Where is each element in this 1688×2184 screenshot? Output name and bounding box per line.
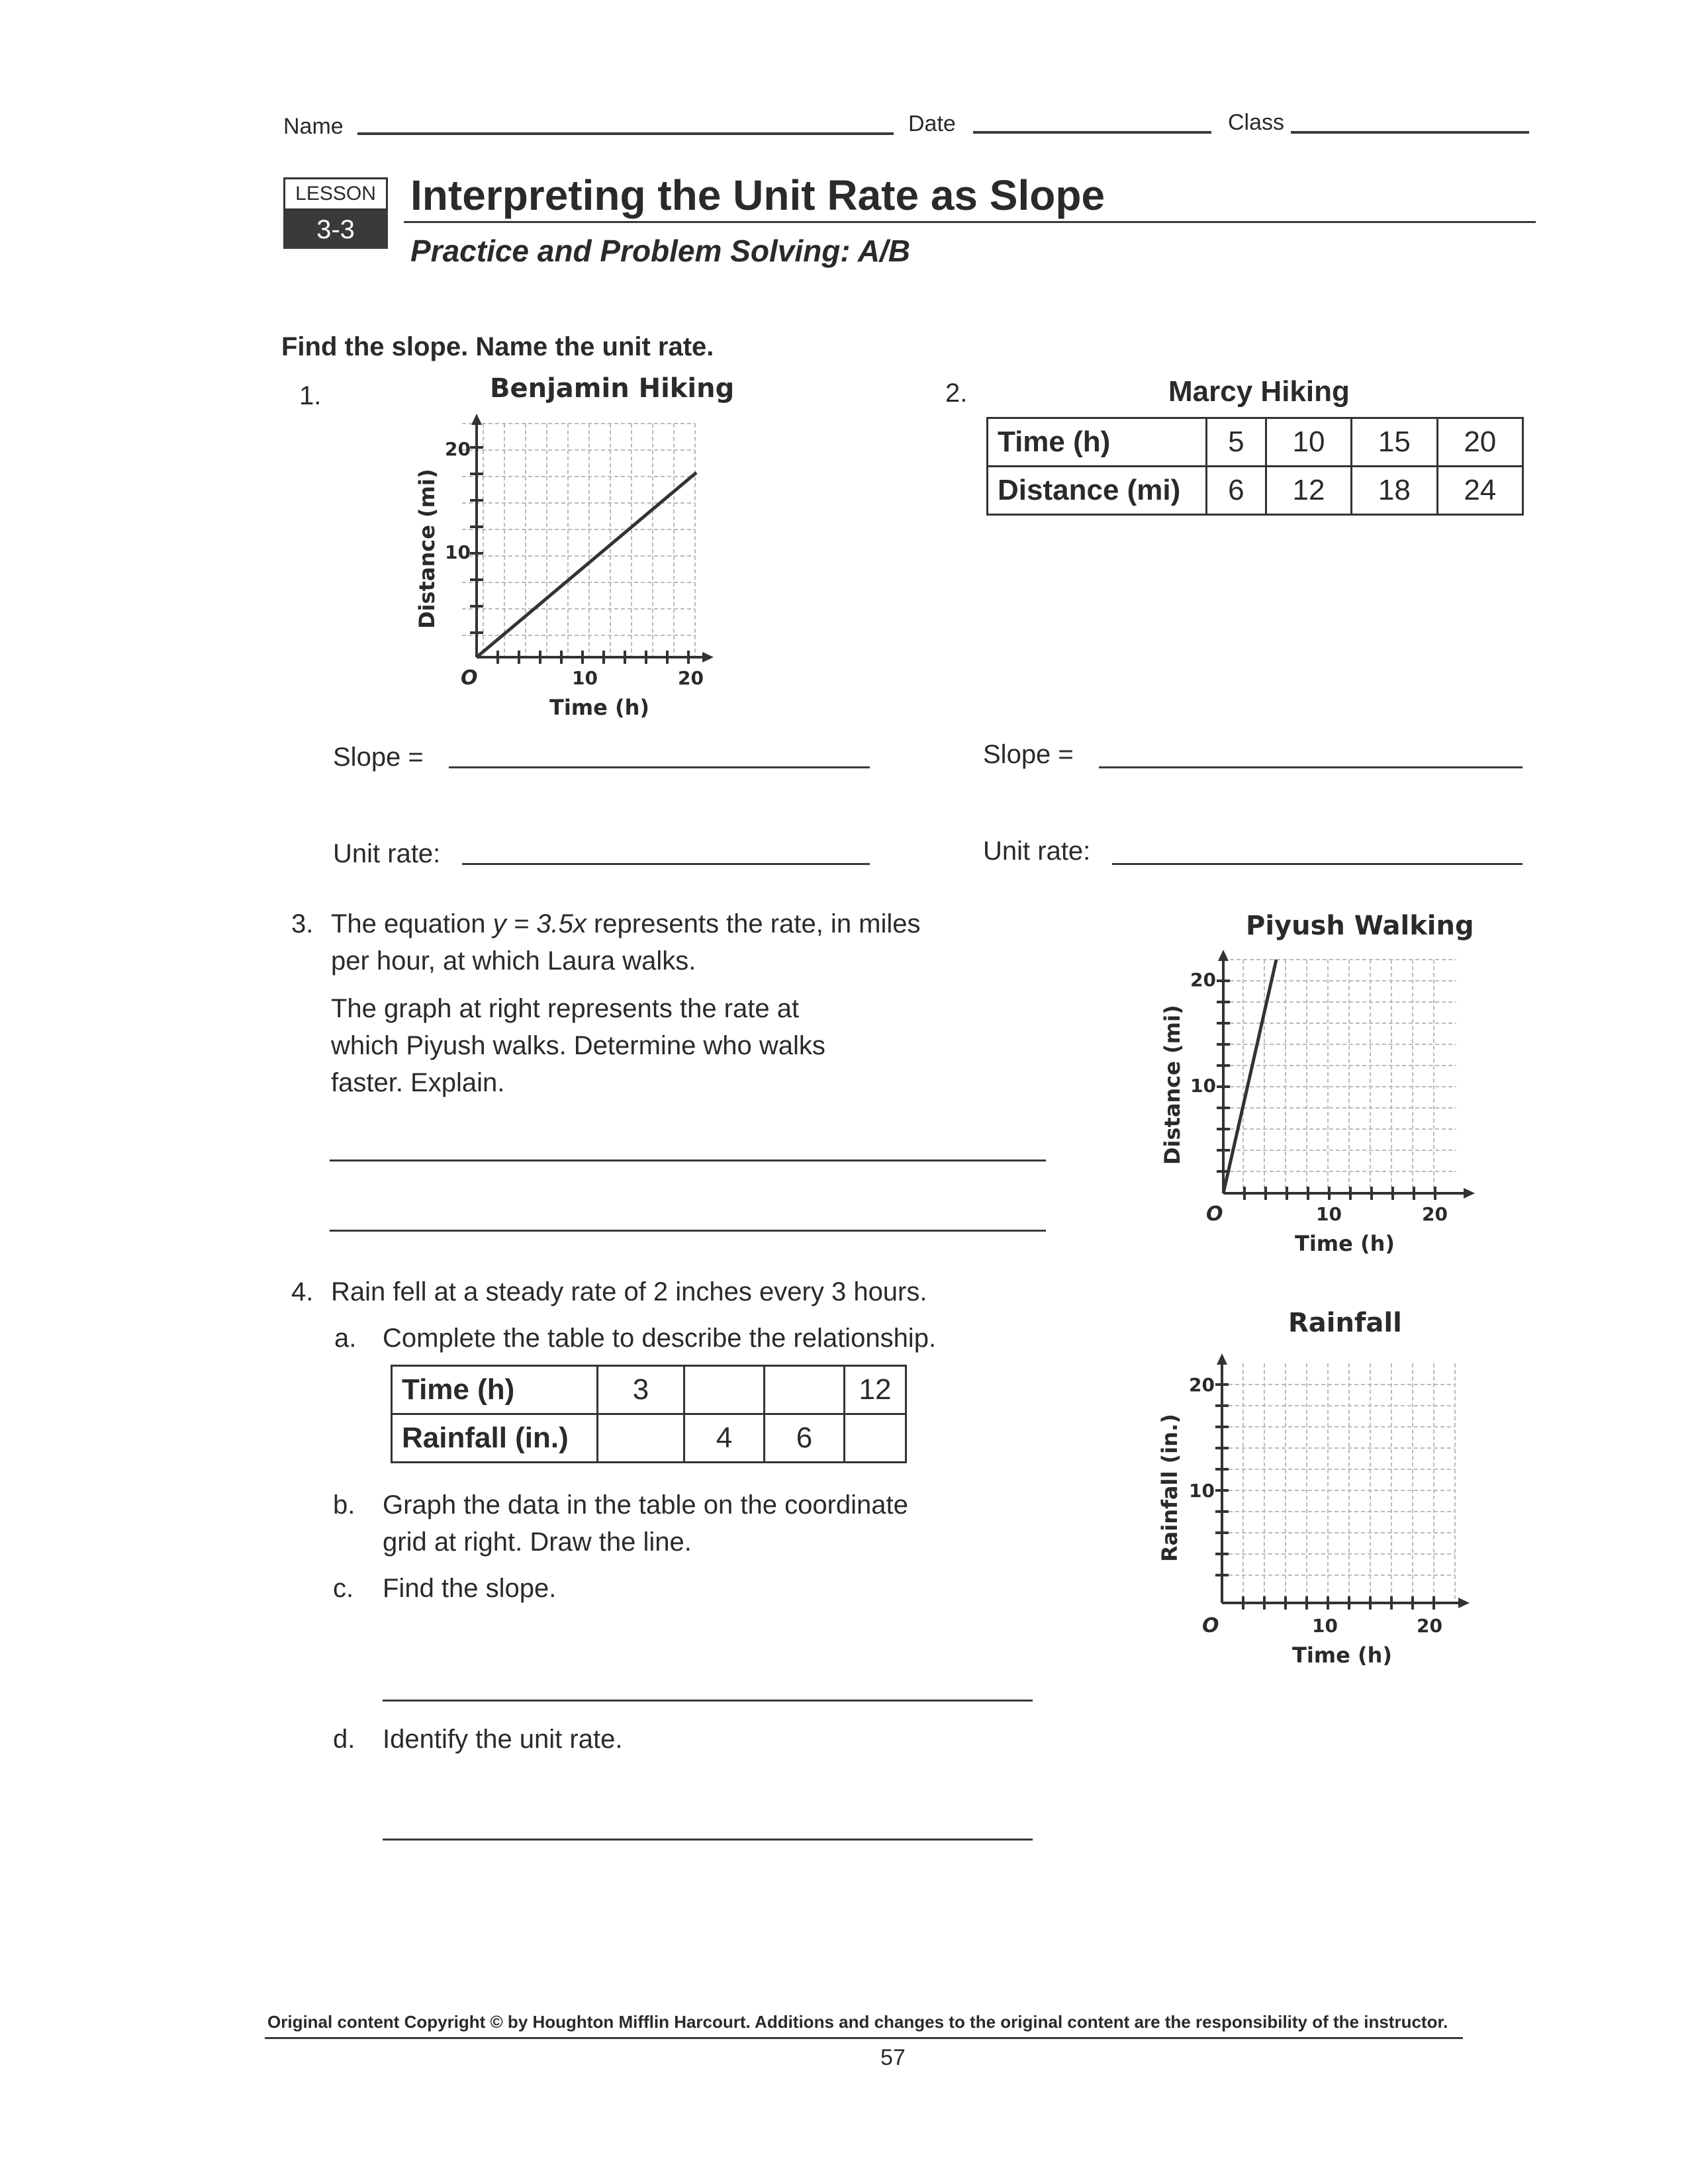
svg-text:10: 10 (1189, 1480, 1215, 1502)
svg-text:10: 10 (445, 541, 471, 563)
title-divider (404, 221, 1536, 223)
q3-answer-line-1[interactable] (330, 1160, 1046, 1161)
instructions: Find the slope. Name the unit rate. (281, 332, 714, 361)
svg-text:Distance (mi): Distance (mi) (1160, 1005, 1185, 1165)
name-label: Name (283, 114, 344, 139)
svg-text:Rainfall (in.): Rainfall (in.) (1157, 1414, 1182, 1562)
q1-number: 1. (299, 381, 322, 410)
q4c-letter: c. (333, 1574, 354, 1603)
table-row: Rainfall (in.) 4 6 (392, 1414, 906, 1463)
svg-text:10: 10 (1312, 1615, 1338, 1637)
q1-slope-answer[interactable] (449, 766, 870, 768)
q4b-letter: b. (333, 1490, 355, 1520)
q2-slope-label: Slope = (983, 740, 1074, 769)
q4d-answer-line[interactable] (383, 1839, 1033, 1841)
svg-text:10: 10 (1316, 1203, 1342, 1225)
piyush-walking-chart (1145, 946, 1489, 1271)
q4a-letter: a. (334, 1324, 357, 1353)
marcy-hiking-table (986, 417, 1524, 516)
svg-text:20: 20 (1422, 1203, 1448, 1225)
q4b-line2: grid at right. Draw the line. (383, 1527, 692, 1557)
q2-unit-rate-label: Unit rate: (983, 837, 1091, 866)
date-field[interactable] (973, 131, 1211, 134)
q4d-letter: d. (333, 1725, 355, 1754)
q1-unit-rate-answer[interactable] (462, 863, 870, 865)
q3-equation: y = 3.5x (492, 909, 586, 938)
svg-text:10: 10 (1190, 1075, 1216, 1097)
rainfall-table-blank[interactable] (598, 1414, 684, 1463)
rainfall-table-blank[interactable] (765, 1366, 845, 1414)
q1-unit-rate-label: Unit rate: (333, 839, 441, 868)
class-label: Class (1228, 110, 1285, 135)
q3-line1: The equation y = 3.5x represents the rate, in miles (331, 909, 921, 938)
q4-number: 4. (291, 1277, 314, 1306)
rainfall-chart-title: Rainfall (1288, 1308, 1402, 1338)
svg-text:20: 20 (678, 667, 704, 689)
q3-line2: per hour, at which Laura walks. (331, 946, 696, 976)
svg-text:O: O (461, 666, 478, 690)
q3-para2-line2: which Piyush walks. Determine who walks (331, 1031, 825, 1060)
q4d-text: Identify the unit rate. (383, 1725, 623, 1754)
q2-number: 2. (945, 379, 968, 408)
q4-prompt: Rain fell at a steady rate of 2 inches every 3 hours. (331, 1277, 927, 1306)
q2-title: Marcy Hiking (1168, 375, 1350, 408)
rainfall-table-blank[interactable] (845, 1414, 906, 1463)
footer-divider (265, 2037, 1463, 2039)
table-row: Time (h) 5 10 15 20 (988, 418, 1523, 467)
svg-text:Distance (mi): Distance (mi) (414, 469, 440, 629)
page-title: Interpreting the Unit Rate as Slope (410, 171, 1105, 219)
q3-answer-line-2[interactable] (330, 1230, 1046, 1232)
q2-slope-answer[interactable] (1099, 766, 1523, 768)
rainfall-chart[interactable] (1139, 1350, 1483, 1674)
class-field[interactable] (1291, 131, 1529, 134)
page-number: 57 (880, 2045, 906, 2070)
q3-para2-line3: faster. Explain. (331, 1068, 505, 1097)
q4c-answer-line[interactable] (383, 1700, 1033, 1702)
lesson-badge-label: LESSON (283, 177, 388, 210)
piyush-line (1223, 960, 1276, 1193)
page-subtitle: Practice and Problem Solving: A/B (410, 234, 910, 268)
q3-para2-line1: The graph at right represents the rate at (331, 994, 800, 1023)
lesson-badge-number: 3-3 (283, 210, 388, 249)
copyright-notice: Original content Copyright © by Houghton Mifflin Harcourt. Additions and changes to the original content are the responsibility of the instructor. (267, 2012, 1448, 2032)
benjamin-line (477, 473, 696, 657)
q2-unit-rate-answer[interactable] (1112, 863, 1523, 865)
svg-text:20: 20 (1417, 1615, 1442, 1637)
rainfall-table-blank[interactable] (684, 1366, 765, 1414)
svg-text:10: 10 (572, 667, 598, 689)
svg-text:O: O (1206, 1203, 1223, 1226)
q1-slope-label: Slope = (333, 743, 424, 772)
svg-text:20: 20 (1189, 1374, 1215, 1396)
q3-number: 3. (291, 909, 314, 938)
table-row: Time (h) 3 12 (392, 1366, 906, 1414)
benjamin-hiking-chart (397, 410, 741, 728)
svg-text:O: O (1202, 1614, 1219, 1637)
lesson-badge (283, 177, 388, 250)
svg-text:20: 20 (1190, 969, 1216, 991)
piyush-chart-title: Piyush Walking (1246, 911, 1474, 941)
rainfall-table (391, 1365, 907, 1463)
svg-text:Time (h): Time (h) (1292, 1643, 1393, 1668)
svg-text:Time (h): Time (h) (549, 695, 650, 720)
q4c-text: Find the slope. (383, 1574, 557, 1603)
svg-text:Time (h): Time (h) (1295, 1231, 1395, 1256)
q4b-line1: Graph the data in the table on the coordinate (383, 1490, 908, 1520)
table-row: Distance (mi) 6 12 18 24 (988, 467, 1523, 515)
svg-text:20: 20 (445, 438, 471, 460)
name-field[interactable] (357, 132, 894, 135)
q4a-text: Complete the table to describe the relationship. (383, 1324, 937, 1353)
date-label: Date (908, 111, 956, 136)
benjamin-chart-title: Benjamin Hiking (490, 373, 735, 404)
